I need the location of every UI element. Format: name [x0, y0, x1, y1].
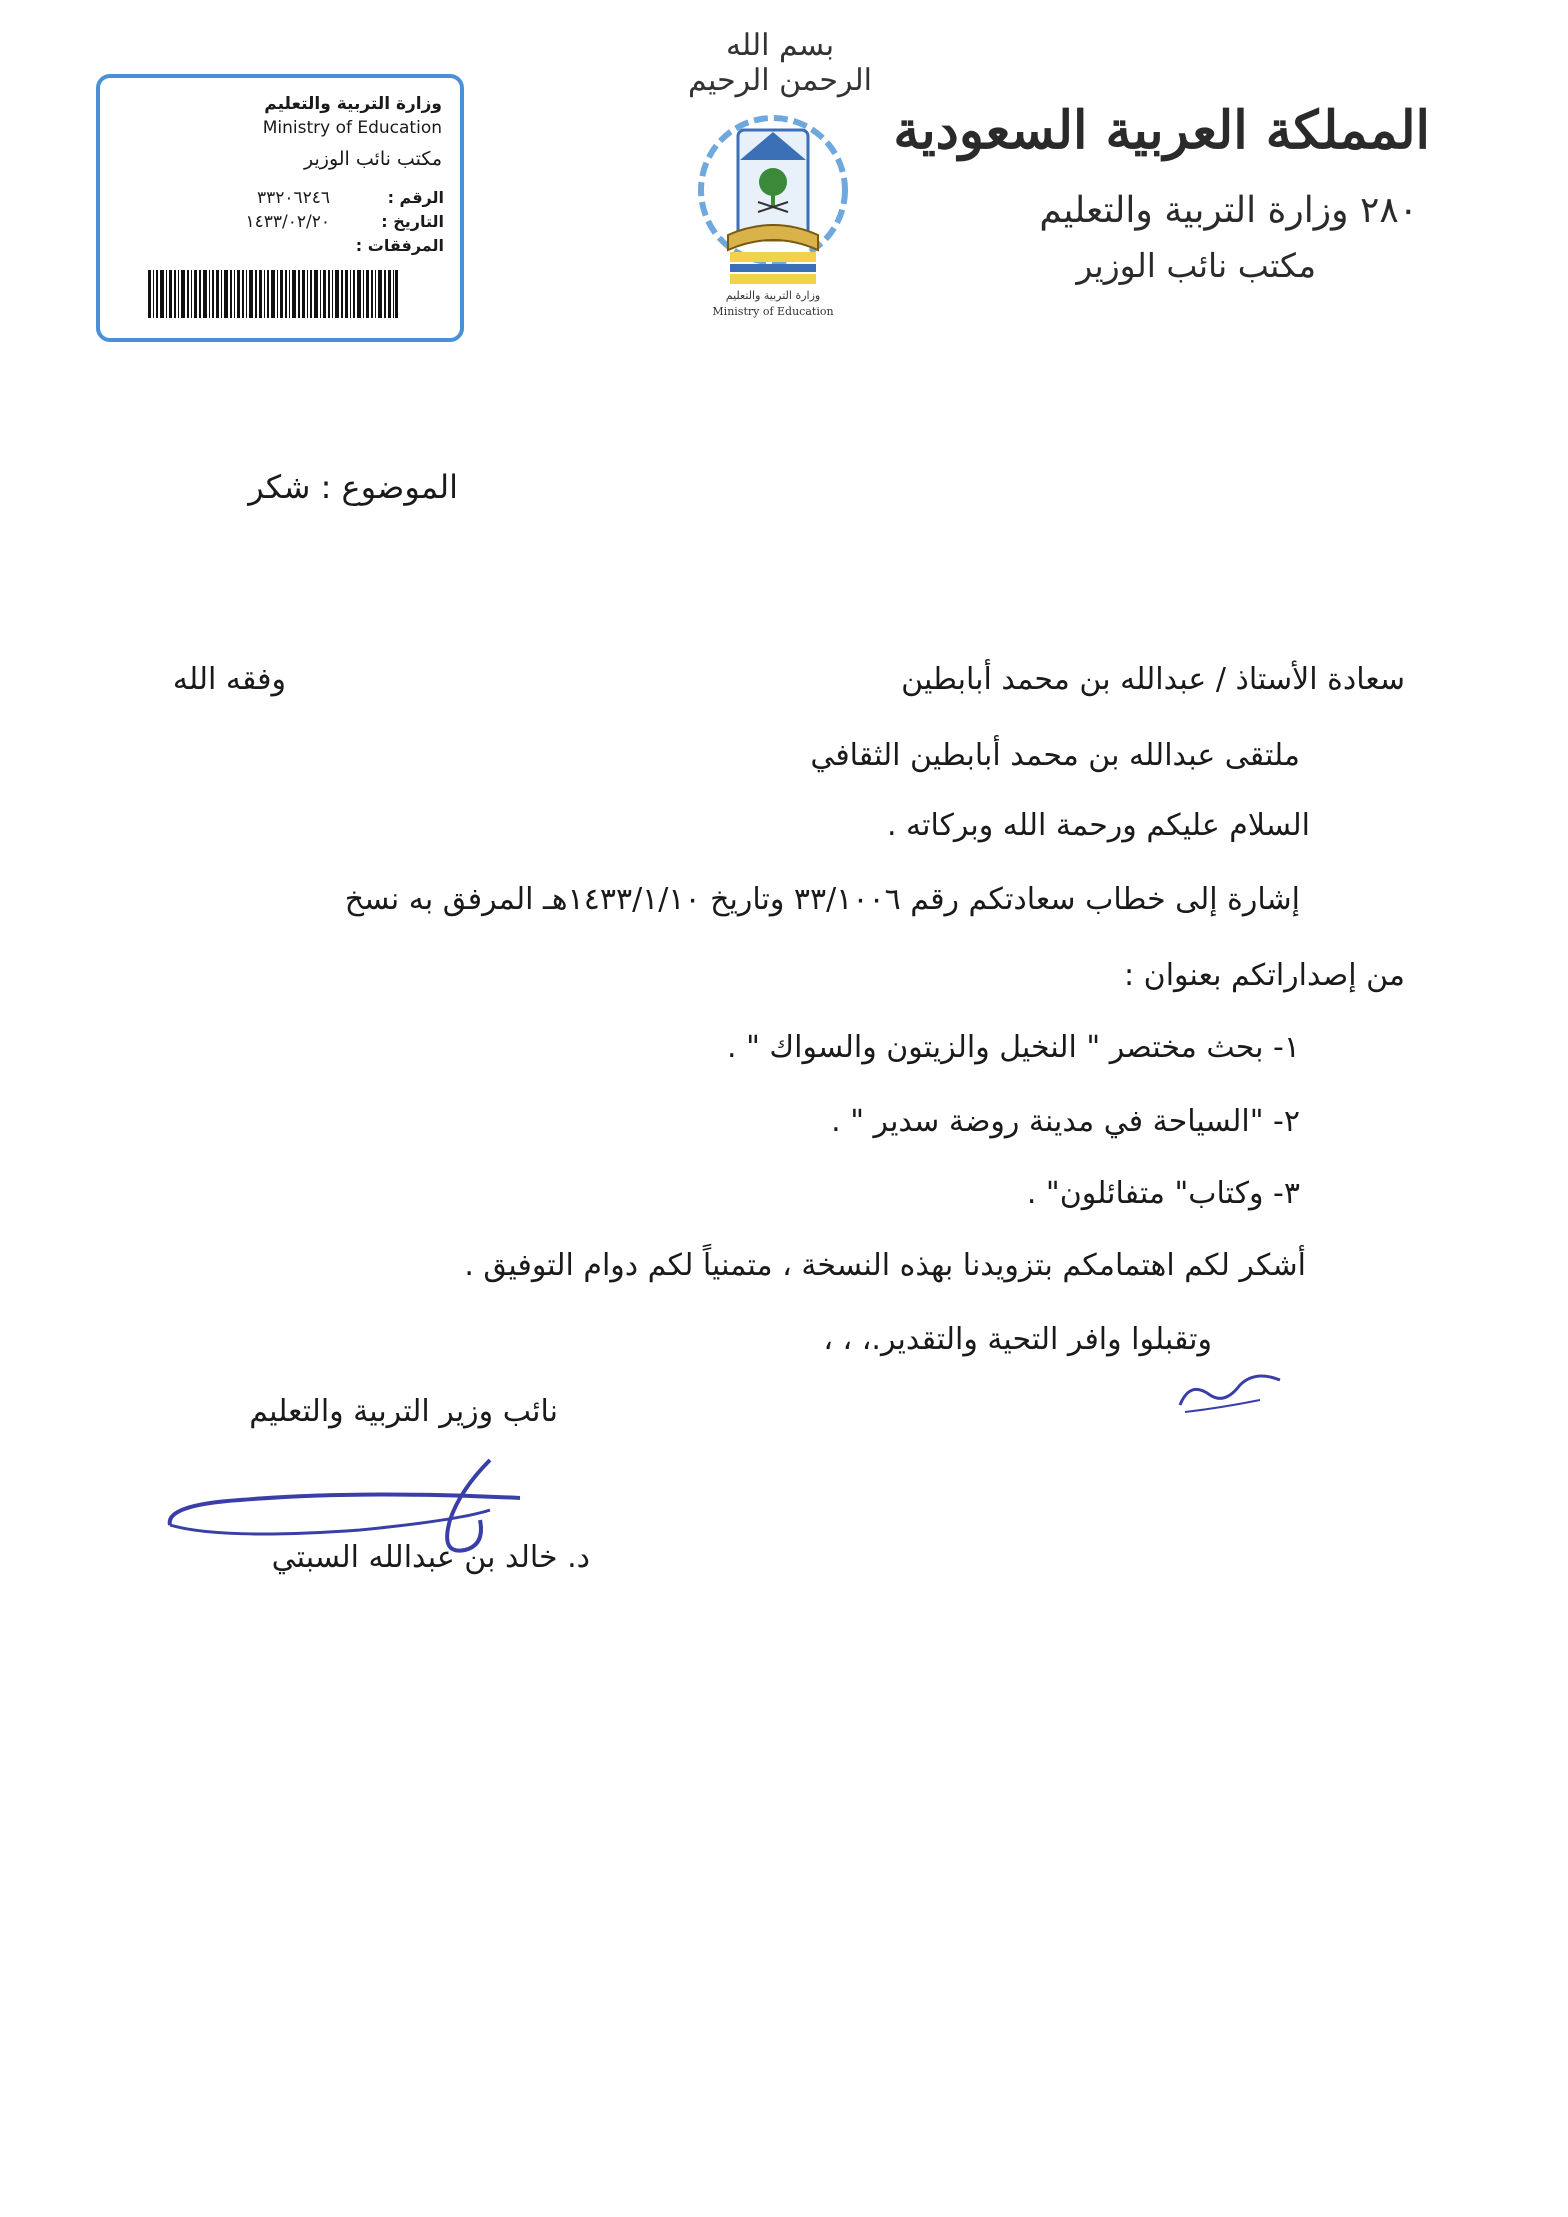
list-item-1: ١- بحث مختصر " النخيل والزيتون والسواك " . [727, 1030, 1300, 1065]
logo-caption-ar: وزارة التربية والتعليم [725, 289, 821, 302]
signer-title: نائب وزير التربية والتعليم [249, 1394, 558, 1429]
paragraph-line-1: إشارة إلى خطاب سعادتكم رقم ٣٣/١٠٠٦ وتاريخ ١٤٣٣/١/١٠هـ المرفق به نسخ [344, 882, 1300, 917]
signer-name: د. خالد بن عبدالله السبتي [271, 1540, 590, 1575]
stamp-ministry-ar: وزارة التربية والتعليم [264, 94, 442, 114]
bismillah-heading: بسم الله الرحمن الرحيم [688, 28, 872, 98]
letter-organization: ملتقى عبدالله بن محمد أبابطين الثقافي [810, 738, 1300, 773]
stamp-ministry-en: Ministry of Education [262, 118, 442, 138]
closing-line: وتقبلوا وافر التحية والتقدير.، ، ، [823, 1322, 1212, 1357]
letter-salutation: السلام عليكم ورحمة الله وبركاته . [886, 808, 1310, 843]
stamp-number-value: ٣٣٢٠٦٢٤٦ [256, 188, 330, 208]
logo-caption-en: Ministry of Education [712, 305, 834, 318]
reference-stamp [96, 74, 464, 342]
stamp-number-label: الرقم : [387, 188, 444, 207]
paragraph-line-2: من إصداراتكم بعنوان : [1124, 958, 1405, 993]
kingdom-title: المملكة العربية السعودية [893, 100, 1430, 161]
list-item-2: ٢- "السياحة في مدينة روضة سدير " . [831, 1104, 1300, 1139]
logo-caption [688, 288, 858, 320]
letter-recipient: سعادة الأستاذ / عبدالله بن محمد أبابطين [901, 662, 1405, 697]
letter-subject: الموضوع : شكر [248, 468, 458, 506]
stamp-date-label: التاريخ : [381, 212, 444, 231]
ministry-title: ٢٨٠ وزارة التربية والتعليم [1039, 190, 1418, 231]
office-title: مكتب نائب الوزير [1076, 246, 1316, 285]
thanks-line: أشكر لكم اهتمامكم بتزويدنا بهذه النسخة ، متمنياً لكم دوام التوفيق . [464, 1248, 1306, 1283]
letter-recipient-blessing: وفقه الله [172, 662, 286, 697]
initials-signature-icon [1170, 1350, 1290, 1430]
barcode-icon [148, 270, 398, 318]
stamp-date-value: ١٤٣٣/٠٢/٢٠ [245, 212, 330, 232]
list-item-3: ٣- وكتاب" متفائلون" . [1026, 1176, 1300, 1211]
stamp-attachments-label: المرفقات : [355, 236, 444, 255]
stamp-office: مكتب نائب الوزير [304, 148, 442, 170]
